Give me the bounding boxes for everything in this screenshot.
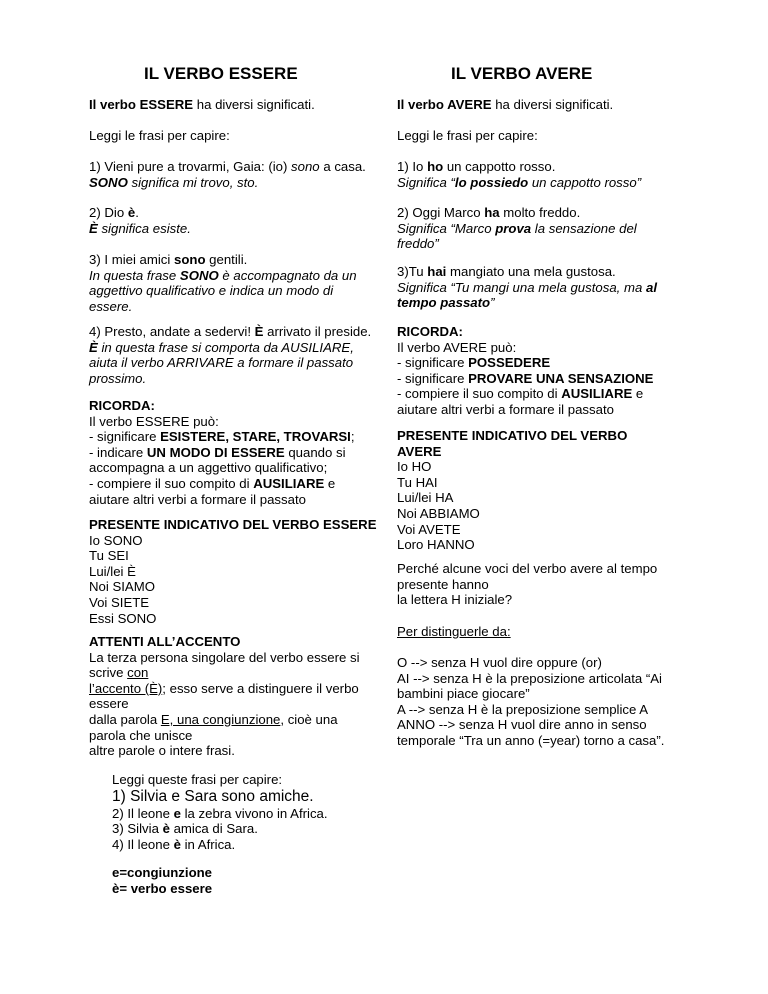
right-intro: Il verbo AVERE ha diversi significati. bbox=[397, 97, 614, 112]
conj-row: Noi SIAMO bbox=[89, 579, 155, 595]
left-ricorda: RICORDA: Il verbo ESSERE può: - significare ESISTERE, STARE, TROVARSI; - indicare UN MODO DI ESSERE quando si accompagna a un aggettivo qualificativo; - compiere il suo compito di AUSILIARE e aiutare altri verbi a formare il passato bbox=[89, 398, 355, 507]
right-present-indicative: PRESENTE INDICATIVO DEL VERBO AVERE Io HO Tu HAI Lui/lei HA Noi ABBIAMO Voi AVETE Loro HANNO bbox=[397, 428, 628, 553]
right-ricorda: RICORDA: Il verbo AVERE può: - significare POSSEDERE - significare PROVARE UNA SENSAZIONE - compiere il suo compito di AUSILIARE e aiutare altri verbi a formare il passato bbox=[397, 324, 654, 417]
conj-row: Essi SONO bbox=[89, 610, 157, 626]
left-example-2: 2) Dio è. È significa esiste. bbox=[89, 205, 191, 236]
conj-row: Tu HAI bbox=[397, 474, 438, 490]
left-accento: ATTENTI ALL’ACCENTO La terza persona singolare del verbo essere si scrive con l’accento (È); esso serve a distinguere il verbo essere dalla parola E, una congiunzione, cioè una parola che unisce altre parole o intere frasi. bbox=[89, 634, 360, 759]
conj-row: Lui/lei HA bbox=[397, 490, 454, 506]
left-definitions: e=congiunzione è= verbo essere bbox=[112, 865, 213, 896]
conj-row: Lui/lei È bbox=[89, 563, 136, 579]
right-read-label: Leggi le frasi per capire: bbox=[397, 128, 538, 143]
right-distinguish-list: O --> senza H vuol dire oppure (or) AI --> senza H è la preposizione articolata “Ai bambini piace giocare” A --> senza H è la preposizione semplice A ANNO --> senza H vuol dire anno in senso temporale “Tra un anno (=year) torno a casa”. bbox=[397, 655, 665, 748]
left-example-4: 4) Presto, andate a sedervi! È arrivato il preside. È in questa frase si comporta da AUSILIARE, aiuta il verbo ARRIVARE a formare il passato prossimo. bbox=[89, 324, 372, 386]
conj-row: Loro HANNO bbox=[397, 537, 475, 553]
right-example-1: 1) Io ho un cappotto rosso. Significa “lo possiedo un cappotto rosso” bbox=[397, 159, 642, 190]
left-example-sentences: Leggi queste frasi per capire: 1) Silvia e Sara sono amiche. 2) Il leone e la zebra vivono in Africa. 3) Silvia è amica di Sara. 4) Il leone è in Africa. bbox=[112, 772, 328, 852]
conj-row: Tu SEI bbox=[89, 548, 129, 564]
left-present-indicative: PRESENTE INDICATIVO DEL VERBO ESSERE Io SONO Tu SEI Lui/lei È Noi SIAMO Voi SIETE Essi SONO bbox=[89, 517, 377, 626]
left-example-3: 3) I miei amici sono gentili. In questa frase SONO è accompagnato da un aggettivo qualificativo e indica un modo di essere. bbox=[89, 252, 357, 314]
right-example-3: 3)Tu hai mangiato una mela gustosa. Significa “Tu mangi una mela gustosa, ma al tempo passato” bbox=[397, 264, 657, 311]
conj-row: Voi AVETE bbox=[397, 521, 461, 537]
conj-row: Io SONO bbox=[89, 532, 143, 548]
right-title: IL VERBO AVERE bbox=[451, 64, 593, 83]
conj-row: Voi SIETE bbox=[89, 594, 150, 610]
left-title: IL VERBO ESSERE bbox=[144, 64, 298, 83]
right-question: Perché alcune voci del verbo avere al tempo presente hanno la lettera H iniziale? bbox=[397, 561, 658, 608]
right-example-2: 2) Oggi Marco ha molto freddo. Significa “Marco prova la sensazione del freddo” bbox=[397, 205, 637, 252]
right-distinguish-heading: Per distinguerle da: bbox=[397, 624, 511, 639]
conj-row: Io HO bbox=[397, 459, 432, 475]
left-read-label: Leggi le frasi per capire: bbox=[89, 128, 230, 143]
conj-row: Noi ABBIAMO bbox=[397, 505, 480, 521]
left-intro: Il verbo ESSERE ha diversi significati. bbox=[89, 97, 315, 112]
left-example-1: 1) Vieni pure a trovarmi, Gaia: (io) sono a casa. SONO significa mi trovo, sto. bbox=[89, 159, 366, 190]
